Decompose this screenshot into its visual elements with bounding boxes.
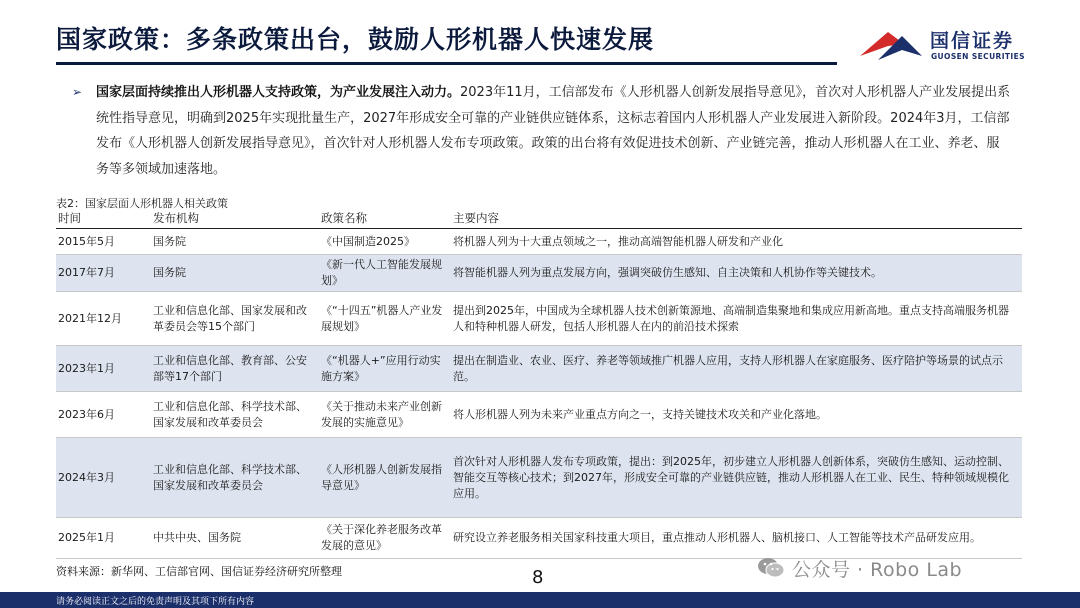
cell-content: 将人形机器人列为未来产业重点方向之一，支持关键技术攻关和产业化落地。: [453, 407, 827, 421]
page-number: 8: [532, 567, 544, 588]
cell-content: 提出到2025年，中国成为全球机器人技术创新策源地、高端制造集聚地和集成应用新高地。重点支持高端服务机器人和特种机器人研发，包括人形机器人在内的前沿技术探索: [453, 303, 1009, 333]
header-policy: 政策名称: [321, 211, 367, 225]
header-time: 时间: [58, 211, 81, 225]
table-row: [56, 438, 1022, 518]
logo-name-cn: 国信证券: [930, 30, 1015, 52]
cell-org: 工业和信息化部、教育部、公安部等17个部门: [153, 353, 307, 383]
cell-policy: 《人形机器人创新发展指导意见》: [321, 462, 442, 492]
cell-org: 工业和信息化部、科学技术部、国家发展和改革委员会: [153, 462, 307, 492]
footer-bar: [0, 592, 1080, 608]
cell-time: 2023年1月: [58, 361, 115, 375]
source-note: 资料来源：新华网、工信部官网、国信证券经济研究所整理: [56, 565, 342, 578]
lead-body-text: 2023年11月，工信部发布《人形机器人创新发展指导意见》，首次对人形机器人产业发展提出系统性指导意见，明确到2025年实现批量生产，2027年形成安全可靠的产业链供应链体系，这标志着国内人形机器人产业发展进入新阶段。2024年3月，工信部发布《人形机器人创新发展指导意见》，首次针对人形机器人发布专项政策。政策的出台将有效促进技术创新、产业链完善，推动人形机器人在工业、养老、服务等多领域加速落地。: [96, 85, 1011, 177]
cell-policy: 《新一代人工智能发展规划》: [321, 258, 442, 287]
cell-content: 首次针对人形机器人发布专项政策，提出：到2025年，初步建立人形机器人创新体系，突破仿生感知、运动控制、智能交互等核心技术；到2027年，形成安全可靠的产业链供应链，推动人形机器人在工业、民生、特种领域规模化应用。: [453, 454, 1009, 500]
table-row: [56, 292, 1022, 346]
header-org: 发布机构: [153, 211, 199, 225]
cell-content: 提出在制造业、农业、医疗、养老等领域推广机器人应用，支持人形机器人在家庭服务、医疗陪护等场景的试点示范。: [453, 353, 1003, 383]
table-row: [56, 392, 1022, 438]
cell-policy: 《中国制造2025》: [321, 234, 415, 248]
table-row: [56, 346, 1022, 392]
cell-policy: 《“十四五”机器人产业发展规划》: [321, 303, 443, 333]
footer-disclaimer: 请务必阅读正文之后的免责声明及其项下所有内容: [56, 597, 255, 607]
cell-time: 2024年3月: [58, 470, 115, 484]
wechat-watermark: [756, 553, 962, 583]
cell-org: 中共中央、国务院: [153, 531, 241, 544]
table-row: [56, 255, 1022, 292]
cell-org: 工业和信息化部、国家发展和改革委员会等15个部门: [153, 303, 307, 333]
cell-org: 国务院: [153, 234, 186, 248]
page-title: 国家政策：多条政策出台，鼓励人形机器人快速发展: [56, 25, 655, 54]
header-content: 主要内容: [453, 211, 499, 225]
cell-content: 将机器人列为十大重点领域之一，推动高端智能机器人研发和产业化: [453, 234, 783, 248]
bullet-arrow-icon: ➢: [72, 85, 83, 99]
cell-time: 2025年1月: [58, 531, 115, 544]
table-header-row: [56, 209, 1022, 229]
company-logo: [858, 22, 1028, 66]
cell-time: 2021年12月: [58, 311, 122, 325]
title-underline: [56, 62, 837, 65]
lead-paragraph: [72, 80, 1012, 182]
cell-policy: 《关于深化养老服务改革发展的意见》: [321, 523, 442, 552]
cell-org: 工业和信息化部、科学技术部、国家发展和改革委员会: [153, 399, 307, 429]
logo-name-en: GUOSEN SECURITIES: [931, 52, 1025, 61]
cell-policy: 《关于推动未来产业创新发展的实施意见》: [321, 399, 442, 429]
cell-policy: 《“机器人+”应用行动实施方案》: [321, 353, 441, 383]
table-caption: 表2：国家层面人形机器人相关政策: [56, 197, 228, 210]
cell-org: 国务院: [153, 266, 186, 279]
lead-bold-text: 国家层面持续推出人形机器人支持政策，为产业发展注入动力。: [96, 85, 461, 100]
watermark-text: 公众号 · Robo Lab: [792, 558, 963, 581]
guosen-logo-icon: [858, 26, 924, 64]
policy-table: [56, 209, 1022, 559]
cell-time: 2017年7月: [58, 266, 115, 279]
cell-time: 2015年5月: [58, 234, 115, 248]
page-title-bar: [56, 20, 836, 62]
cell-time: 2023年6月: [58, 407, 115, 421]
cell-content: 将智能机器人列为重点发展方向，强调突破仿生感知、自主决策和人机协作等关键技术。: [453, 266, 882, 279]
table-row: [56, 229, 1022, 255]
wechat-icon: [756, 556, 786, 580]
cell-content: 研究设立养老服务相关国家科技重大项目，重点推动人形机器人、脑机接口、人工智能等技术产品研发应用。: [453, 531, 981, 544]
